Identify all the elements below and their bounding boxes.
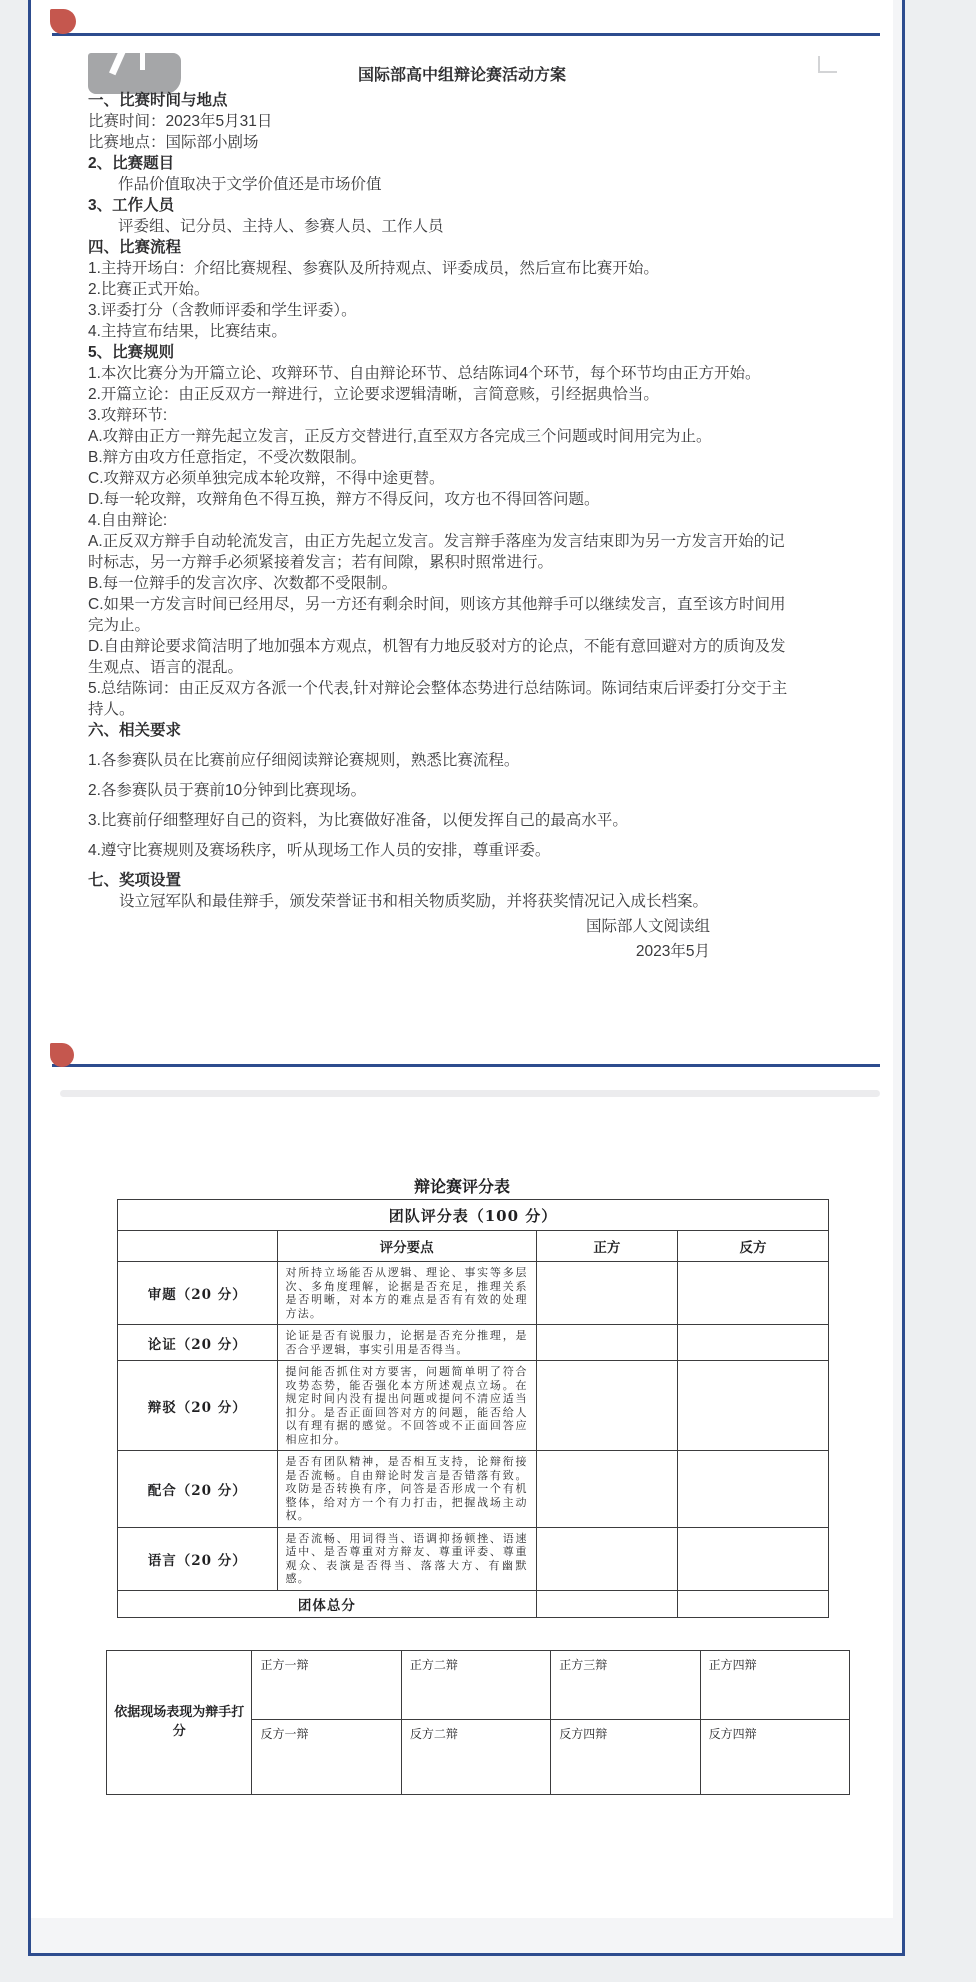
page-separator-bar bbox=[60, 1090, 880, 1097]
judge-table-row-header: 依据现场表现为辩手打分 bbox=[107, 1650, 252, 1794]
doc-heading: 七、奖项设置 bbox=[88, 872, 182, 889]
doc-line: A.正反双方辩手自动轮流发言，由正方先起立发言。发言辩手落座为发言结束即为另一方发言开始的记时标志，另一方辩手必须紧接着发言；若有间隙，累积时照常进行。 bbox=[88, 533, 785, 571]
score-cell-con bbox=[678, 1325, 829, 1361]
doc-line: 4.主持宣布结果，比赛结束。 bbox=[88, 323, 287, 340]
doc-line: 4.自由辩论: bbox=[88, 512, 168, 529]
doc1-title: 国际部高中组辩论赛活动方案 bbox=[357, 67, 566, 84]
criterion-label: 论证（20 分） bbox=[118, 1325, 278, 1361]
doc-line: C.攻辩双方必须单独完成本轮攻辩，不得中途更替。 bbox=[88, 470, 445, 487]
table-row bbox=[118, 1590, 829, 1617]
header-empty-cell bbox=[118, 1231, 278, 1262]
signature-org: 国际部人文阅读组 bbox=[585, 918, 710, 935]
doc-line: 3.比赛前仔细整理好自己的资料，为比赛做好准备，以便发挥自己的最高水平。 bbox=[88, 812, 628, 829]
criterion-label: 辩驳（20 分） bbox=[118, 1361, 278, 1451]
table-row bbox=[118, 1361, 829, 1451]
table-row bbox=[118, 1451, 829, 1528]
score-cell-con bbox=[678, 1262, 829, 1325]
score-cell-pro bbox=[536, 1451, 677, 1528]
doc-line: D.自由辩论要求简洁明了地加强本方观点，机智有力地反驳对方的论点，不能有意回避对方的质询及发生观点、语言的混乱。 bbox=[88, 638, 786, 676]
doc-heading: 四、比赛流程 bbox=[88, 239, 182, 256]
doc-line: 设立冠军队和最佳辩手，颁发荣誉证书和相关物质奖励，并将获奖情况记入成长档案。 bbox=[119, 893, 709, 910]
doc-heading: 一、比赛时间与地点 bbox=[88, 92, 228, 109]
debater-cell: 反方一辩 bbox=[252, 1719, 401, 1794]
doc-heading: 5、比赛规则 bbox=[88, 344, 175, 361]
header-points: 评分要点 bbox=[277, 1231, 536, 1262]
doc-line: 1.本次比赛分为开篇立论、攻辩环节、自由辩论环节、总结陈词4个环节，每个环节均由正方开始。 bbox=[88, 365, 761, 382]
team-score-table bbox=[117, 1199, 829, 1618]
doc-line: 2.比赛正式开始。 bbox=[88, 281, 210, 298]
criterion-points: 是否有团队精神，是否相互支持，论辩衔接是否流畅。自由辩论时发言是否错落有致。攻防是否转换有序，问答是否形成一个有机整体，给对方一个有力打击，把握战场主动权。 bbox=[277, 1451, 536, 1528]
judge-score-table bbox=[106, 1650, 850, 1795]
team-table-caption: 团队评分表（100 分） bbox=[118, 1200, 829, 1231]
criterion-points: 是否流畅、用词得当、语调抑扬顿挫、语速适中、是否尊重对方辩友、尊重评委、尊重观众、表演是否得当、落落大方、有幽默感。 bbox=[277, 1527, 536, 1590]
doc-line: 4.遵守比赛规则及赛场秩序，听从现场工作人员的安排，尊重评委。 bbox=[88, 842, 551, 859]
doc-line: 作品价值取决于文学价值还是市场价值 bbox=[118, 176, 382, 193]
score-cell-pro bbox=[536, 1325, 677, 1361]
doc-line: 1.各参赛队员在比赛前应仔细阅读辩论赛规则，熟悉比赛流程。 bbox=[88, 752, 520, 769]
bookmark-leaf-icon bbox=[50, 1043, 74, 1067]
doc-line: D.每一轮攻辩，攻辩角色不得互换，辩方不得反问，攻方也不得回答问题。 bbox=[88, 491, 600, 508]
bookmark-leaf-icon bbox=[50, 9, 76, 34]
doc-line: B.每一位辩手的发言次序、次数都不受限制。 bbox=[88, 575, 398, 592]
score-cell-con bbox=[678, 1451, 829, 1528]
total-score-pro bbox=[536, 1590, 677, 1617]
doc-line: A.攻辩由正方一辩先起立发言，正反方交替进行,直至双方各完成三个问题或时间用完为止。 bbox=[88, 428, 712, 445]
debater-cell: 反方二辩 bbox=[401, 1719, 550, 1794]
score-cell-pro bbox=[536, 1527, 677, 1590]
doc2-body bbox=[106, 1199, 850, 1795]
criterion-points: 论证是否有说服力，论据是否充分推理，是否合乎逻辑，事实引用是否得当。 bbox=[277, 1325, 536, 1361]
criterion-points: 提问能否抓住对方要害，问题简单明了符合攻势态势，能否强化本方所述观点立场。在规定时间内没有提出问题或提问不清应适当扣分。是否正面回答对方的问题，能否给人以有理有据的感觉。不回答或不正面回答应相应扣分。 bbox=[277, 1361, 536, 1451]
doc-line: C.如果一方发言时间已经用尽，另一方还有剩余时间，则该方其他辩手可以继续发言，直至该方时间用完为止。 bbox=[88, 596, 786, 634]
table-row bbox=[107, 1650, 850, 1719]
debater-cell: 正方四辩 bbox=[700, 1650, 849, 1719]
doc-line: B.辩方由攻方任意指定，不受次数限制。 bbox=[88, 449, 367, 466]
criterion-label: 审题（20 分） bbox=[118, 1262, 278, 1325]
debater-cell: 正方三辩 bbox=[551, 1650, 700, 1719]
doc-line: 3.攻辩环节: bbox=[88, 407, 168, 424]
doc-line: 5.总结陈词：由正反双方各派一个代表,针对辩论会整体态势进行总结陈词。陈词结束后评委打分交于主持人。 bbox=[88, 680, 788, 718]
doc-heading: 3、工作人员 bbox=[88, 197, 175, 214]
doc2-title: 辩论赛评分表 bbox=[413, 1177, 510, 1196]
section-divider-line bbox=[52, 33, 880, 36]
score-cell-pro bbox=[536, 1262, 677, 1325]
debater-cell: 反方四辩 bbox=[551, 1719, 700, 1794]
criterion-label: 语言（20 分） bbox=[118, 1527, 278, 1590]
criterion-label: 配合（20 分） bbox=[118, 1451, 278, 1528]
doc-heading: 六、相关要求 bbox=[88, 722, 182, 739]
header-con: 反方 bbox=[678, 1231, 829, 1262]
doc-line: 评委组、记分员、主持人、参赛人员、工作人员 bbox=[118, 218, 444, 235]
doc-line: 3.评委打分（含教师评委和学生评委）。 bbox=[88, 302, 357, 319]
score-cell-con bbox=[678, 1527, 829, 1590]
section-divider-line bbox=[52, 1064, 880, 1067]
doc-heading: 2、比赛题目 bbox=[88, 155, 175, 172]
table-row bbox=[118, 1527, 829, 1590]
doc-line: 比赛地点：国际部小剧场 bbox=[88, 134, 259, 151]
debater-cell: 正方一辩 bbox=[252, 1650, 401, 1719]
debater-cell: 反方四辩 bbox=[700, 1719, 849, 1794]
score-cell-con bbox=[678, 1361, 829, 1451]
doc-line: 比赛时间：2023年5月31日 bbox=[88, 113, 273, 130]
score-cell-pro bbox=[536, 1361, 677, 1451]
table-row bbox=[118, 1262, 829, 1325]
total-label: 团体总分 bbox=[118, 1590, 537, 1617]
signature-date: 2023年5月 bbox=[635, 943, 710, 960]
total-score-con bbox=[678, 1590, 829, 1617]
doc1-body bbox=[88, 90, 794, 962]
doc-line: 2.开篇立论：由正反双方一辩进行，立论要求逻辑清晰，言简意赅，引经据典恰当。 bbox=[88, 386, 659, 403]
doc-line: 2.各参赛队员于赛前10分钟到比赛现场。 bbox=[88, 782, 367, 799]
table-row bbox=[118, 1325, 829, 1361]
doc-line: 1.主持开场白：介绍比赛规程、参赛队及所持观点、评委成员，然后宣布比赛开始。 bbox=[88, 260, 659, 277]
debater-cell: 正方二辩 bbox=[401, 1650, 550, 1719]
header-pro: 正方 bbox=[536, 1231, 677, 1262]
criterion-points: 对所持立场能否从逻辑、理论、事实等多层次、多角度理解，论据是否充足，推理关系是否明晰，对本方的难点是否有有效的处理方法。 bbox=[277, 1262, 536, 1325]
